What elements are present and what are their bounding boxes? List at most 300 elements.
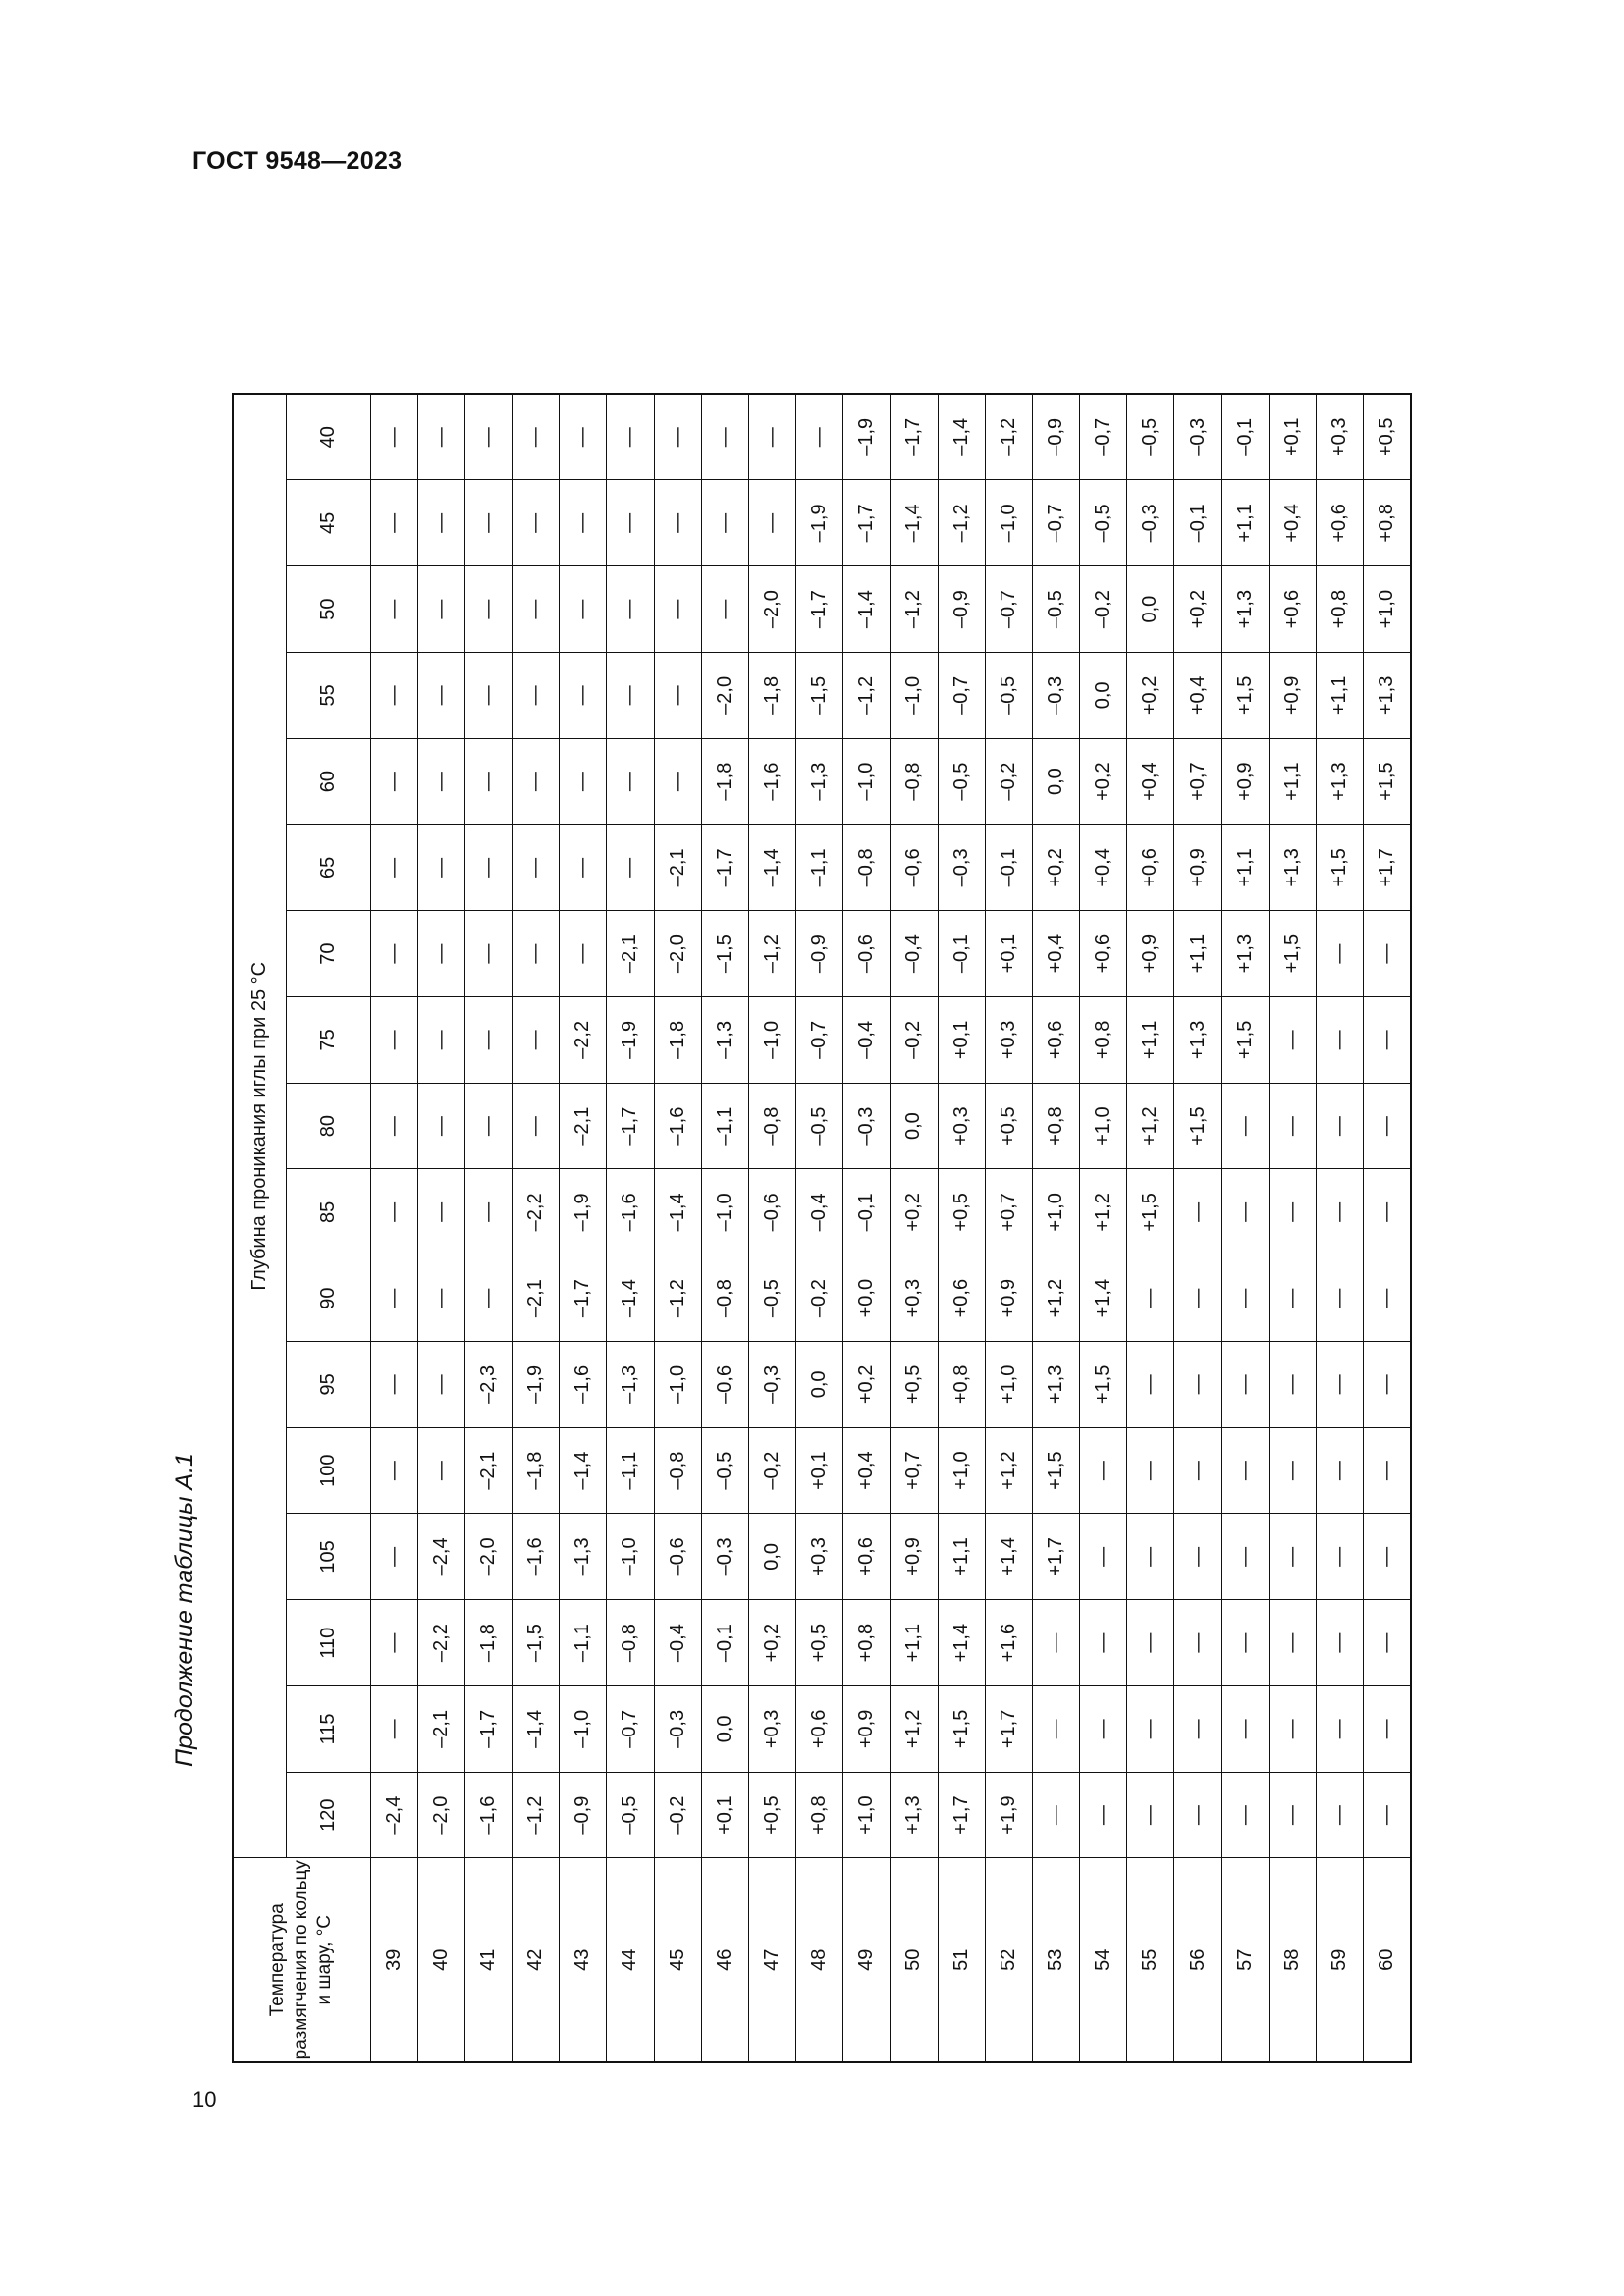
correction-value-cell: — [513, 997, 560, 1084]
correction-value-cell: — [513, 738, 560, 825]
correction-value-cell: –1,2 [748, 911, 795, 997]
correction-value-cell: — [1269, 1427, 1316, 1514]
temperature-cell: 40 [417, 1858, 464, 2062]
correction-value-cell: — [370, 1514, 417, 1600]
correction-value-cell: –1,2 [891, 566, 938, 653]
temperature-cell: 49 [843, 1858, 891, 2062]
correction-value-cell: +0,2 [843, 1342, 891, 1428]
correction-value-cell: — [607, 566, 654, 653]
correction-value-cell: –0,9 [796, 911, 843, 997]
correction-value-cell: –0,7 [985, 566, 1032, 653]
correction-value-cell: +1,4 [1080, 1255, 1127, 1342]
correction-value-cell: — [1127, 1686, 1174, 1773]
correction-value-cell: — [370, 653, 417, 739]
table-row [796, 394, 843, 2062]
correction-value-cell: –2,0 [464, 1514, 512, 1600]
correction-value-cell: — [1032, 1600, 1079, 1686]
correction-value-cell: +0,6 [1080, 911, 1127, 997]
correction-value-cell: — [1316, 1600, 1363, 1686]
correction-value-cell: +1,0 [938, 1427, 985, 1514]
correction-value-cell: — [370, 1169, 417, 1255]
correction-value-cell: –2,1 [654, 825, 701, 911]
correction-value-cell: — [1032, 1772, 1079, 1858]
correction-value-cell: +0,8 [843, 1600, 891, 1686]
correction-value-cell: — [370, 738, 417, 825]
correction-value-cell: –0,3 [1174, 394, 1221, 480]
correction-value-cell: — [417, 1427, 464, 1514]
correction-value-cell: –0,4 [796, 1169, 843, 1255]
table-row [748, 394, 795, 2062]
table-caption: Продолжение таблицы А.1 [171, 1453, 198, 1767]
correction-value-cell: +0,9 [1174, 825, 1221, 911]
correction-value-cell: –1,7 [560, 1255, 607, 1342]
correction-value-cell: — [464, 997, 512, 1084]
correction-value-cell: — [1174, 1772, 1221, 1858]
correction-value-cell: +0,8 [1316, 566, 1363, 653]
correction-value-cell: –0,3 [1032, 653, 1079, 739]
correction-value-cell: –0,7 [1080, 394, 1127, 480]
correction-value-cell: –2,1 [560, 1083, 607, 1169]
correction-value-cell: — [607, 738, 654, 825]
correction-value-cell: –0,5 [1127, 394, 1174, 480]
correction-value-cell: +0,3 [985, 997, 1032, 1084]
penetration-column-header: 90 [286, 1255, 370, 1342]
correction-value-cell: +0,2 [1032, 825, 1079, 911]
correction-value-cell: –1,6 [654, 1083, 701, 1169]
correction-value-cell: — [560, 653, 607, 739]
correction-value-cell: –1,0 [748, 997, 795, 1084]
table-body [370, 394, 1411, 2062]
table-row [513, 394, 560, 2062]
temperature-cell: 54 [1080, 1858, 1127, 2062]
correction-value-cell: — [1221, 1083, 1269, 1169]
correction-value-cell: +0,6 [938, 1255, 985, 1342]
correction-value-cell: +0,8 [1032, 1083, 1079, 1169]
correction-value-cell: +1,7 [985, 1686, 1032, 1773]
correction-value-cell: — [1221, 1427, 1269, 1514]
correction-value-cell: +1,7 [1364, 825, 1411, 911]
correction-value-cell: 0,0 [1032, 738, 1079, 825]
row-header-cell: Температура размягчения по кольцу и шару, °С [233, 1858, 370, 2062]
correction-value-cell: –2,2 [513, 1169, 560, 1255]
correction-value-cell: — [1221, 1255, 1269, 1342]
correction-value-cell: +1,3 [1364, 653, 1411, 739]
correction-value-cell: +0,3 [796, 1514, 843, 1600]
correction-value-cell: — [1080, 1514, 1127, 1600]
correction-value-cell: +1,3 [891, 1772, 938, 1858]
temperature-cell: 50 [891, 1858, 938, 2062]
correction-value-cell: +1,2 [1127, 1083, 1174, 1169]
correction-value-cell: –2,1 [513, 1255, 560, 1342]
correction-value-cell: +0,2 [748, 1600, 795, 1686]
temperature-cell: 44 [607, 1858, 654, 2062]
correction-value-cell: –0,1 [985, 825, 1032, 911]
correction-value-cell: — [1269, 1600, 1316, 1686]
temperature-cell: 53 [1032, 1858, 1079, 2062]
temperature-cell: 48 [796, 1858, 843, 2062]
correction-value-cell: +1,1 [1221, 825, 1269, 911]
correction-value-cell: — [748, 480, 795, 566]
correction-value-cell: –0,3 [1127, 480, 1174, 566]
correction-value-cell: — [1221, 1342, 1269, 1428]
table-row [370, 394, 417, 2062]
temperature-cell: 46 [701, 1858, 748, 2062]
correction-value-cell: — [370, 480, 417, 566]
correction-value-cell: +1,5 [1221, 653, 1269, 739]
correction-value-cell: +0,6 [1127, 825, 1174, 911]
correction-value-cell: — [1269, 1514, 1316, 1600]
correction-value-cell: — [1269, 997, 1316, 1084]
correction-value-cell: — [370, 1686, 417, 1773]
penetration-column-header: 100 [286, 1427, 370, 1514]
table-row [1174, 394, 1221, 2062]
temperature-cell: 47 [748, 1858, 795, 2062]
correction-value-cell: –1,9 [513, 1342, 560, 1428]
correction-value-cell: –0,3 [654, 1686, 701, 1773]
correction-value-cell: — [607, 394, 654, 480]
correction-value-cell: — [513, 653, 560, 739]
correction-value-cell: –1,7 [701, 825, 748, 911]
correction-value-cell: — [370, 394, 417, 480]
correction-value-cell: –1,6 [560, 1342, 607, 1428]
table-row [654, 394, 701, 2062]
correction-value-cell: –0,3 [938, 825, 985, 911]
correction-value-cell: — [513, 1083, 560, 1169]
correction-value-cell: –0,9 [1032, 394, 1079, 480]
correction-value-cell: +0,4 [1127, 738, 1174, 825]
correction-value-cell: –0,8 [891, 738, 938, 825]
correction-value-cell: –1,4 [748, 825, 795, 911]
table-row [1080, 394, 1127, 2062]
correction-value-cell: –1,8 [464, 1600, 512, 1686]
correction-value-cell: –0,5 [748, 1255, 795, 1342]
penetration-column-header: 120 [286, 1772, 370, 1858]
correction-value-cell: — [654, 480, 701, 566]
correction-value-cell: –1,5 [701, 911, 748, 997]
table-row [1032, 394, 1079, 2062]
correction-value-cell: — [513, 480, 560, 566]
correction-value-cell: +0,3 [938, 1083, 985, 1169]
table-row [417, 394, 464, 2062]
correction-value-cell: — [1127, 1514, 1174, 1600]
correction-value-cell: –1,3 [560, 1514, 607, 1600]
correction-value-cell: –1,4 [513, 1686, 560, 1773]
correction-value-cell: — [654, 394, 701, 480]
correction-value-cell: +1,3 [1316, 738, 1363, 825]
correction-value-cell: +0,6 [1316, 480, 1363, 566]
correction-value-cell: +1,1 [1221, 480, 1269, 566]
correction-value-cell: –1,7 [607, 1083, 654, 1169]
correction-value-cell: — [1316, 911, 1363, 997]
correction-value-cell: +1,9 [985, 1772, 1032, 1858]
correction-value-cell: +1,0 [843, 1772, 891, 1858]
correction-value-cell: +0,9 [891, 1514, 938, 1600]
correction-value-cell: –1,6 [607, 1169, 654, 1255]
correction-value-cell: –0,2 [654, 1772, 701, 1858]
penetration-column-header: 95 [286, 1342, 370, 1428]
correction-value-cell: — [417, 911, 464, 997]
correction-value-cell: –0,8 [654, 1427, 701, 1514]
correction-value-cell: — [796, 394, 843, 480]
correction-value-cell: — [370, 911, 417, 997]
correction-value-cell: +0,3 [748, 1686, 795, 1773]
correction-value-cell: –2,0 [748, 566, 795, 653]
correction-value-cell: –1,7 [796, 566, 843, 653]
correction-value-cell: 0,0 [796, 1342, 843, 1428]
correction-value-cell: –2,4 [417, 1514, 464, 1600]
correction-value-cell: +1,7 [938, 1772, 985, 1858]
correction-value-cell: –1,8 [748, 653, 795, 739]
temperature-cell: 51 [938, 1858, 985, 2062]
correction-value-cell: — [513, 911, 560, 997]
correction-value-cell: — [748, 394, 795, 480]
correction-value-cell: –1,0 [654, 1342, 701, 1428]
correction-value-cell: — [1364, 911, 1411, 997]
correction-value-cell: +0,5 [796, 1600, 843, 1686]
correction-value-cell: — [607, 653, 654, 739]
correction-value-cell: — [370, 1427, 417, 1514]
correction-value-cell: –0,3 [843, 1083, 891, 1169]
temperature-cell: 39 [370, 1858, 417, 2062]
correction-value-cell: — [654, 566, 701, 653]
table-row [560, 394, 607, 2062]
correction-value-cell: –1,5 [513, 1600, 560, 1686]
correction-value-cell: +0,6 [1269, 566, 1316, 653]
correction-value-cell: –0,3 [701, 1514, 748, 1600]
correction-value-cell: — [464, 566, 512, 653]
correction-value-cell: +0,3 [1316, 394, 1363, 480]
correction-value-cell: –1,1 [701, 1083, 748, 1169]
correction-value-cell: –0,1 [1221, 394, 1269, 480]
penetration-column-header: 75 [286, 997, 370, 1084]
correction-value-cell: –2,0 [701, 653, 748, 739]
correction-value-cell: –1,6 [513, 1514, 560, 1600]
correction-value-cell: +1,5 [1364, 738, 1411, 825]
correction-value-cell: — [464, 394, 512, 480]
penetration-column-header: 80 [286, 1083, 370, 1169]
correction-value-cell: +0,4 [1269, 480, 1316, 566]
correction-value-cell: +0,3 [891, 1255, 938, 1342]
correction-value-cell: +0,5 [1364, 394, 1411, 480]
correction-value-cell: +0,6 [1032, 997, 1079, 1084]
correction-value-cell: +0,9 [985, 1255, 1032, 1342]
correction-value-cell: –1,7 [891, 394, 938, 480]
correction-value-cell: — [1174, 1427, 1221, 1514]
correction-value-cell: –2,1 [417, 1686, 464, 1773]
correction-value-cell: — [560, 825, 607, 911]
correction-value-cell: +1,0 [1032, 1169, 1079, 1255]
correction-value-cell: +1,5 [1174, 1083, 1221, 1169]
correction-value-cell: –1,8 [654, 997, 701, 1084]
correction-value-cell: +1,5 [1080, 1342, 1127, 1428]
correction-value-cell: +1,0 [1080, 1083, 1127, 1169]
correction-value-cell: — [417, 566, 464, 653]
correction-value-cell: +1,5 [1316, 825, 1363, 911]
correction-value-cell: –1,8 [513, 1427, 560, 1514]
correction-value-cell: –0,6 [891, 825, 938, 911]
correction-value-cell: — [417, 738, 464, 825]
correction-value-cell: –0,7 [938, 653, 985, 739]
correction-value-cell: +1,5 [938, 1686, 985, 1773]
correction-value-cell: –0,8 [748, 1083, 795, 1169]
correction-value-cell: +0,8 [938, 1342, 985, 1428]
correction-value-cell: –0,6 [654, 1514, 701, 1600]
table-row [1364, 394, 1411, 2062]
correction-value-cell: –1,0 [560, 1686, 607, 1773]
correction-value-cell: +0,8 [1080, 997, 1127, 1084]
correction-value-cell: –1,1 [607, 1427, 654, 1514]
correction-value-cell: — [1364, 1600, 1411, 1686]
correction-value-cell: –0,4 [843, 997, 891, 1084]
table-row [1269, 394, 1316, 2062]
correction-value-cell: — [1364, 997, 1411, 1084]
correction-value-cell: +1,1 [1127, 997, 1174, 1084]
correction-value-cell: +1,3 [1221, 566, 1269, 653]
correction-value-cell: +0,5 [938, 1169, 985, 1255]
correction-value-cell: –1,2 [513, 1772, 560, 1858]
correction-value-cell: –1,3 [607, 1342, 654, 1428]
correction-value-cell: — [1364, 1169, 1411, 1255]
correction-value-cell: +1,1 [1316, 653, 1363, 739]
page-number: 10 [192, 2087, 217, 2111]
correction-value-cell: — [1316, 1772, 1363, 1858]
correction-value-cell: –1,2 [843, 653, 891, 739]
table-row [891, 394, 938, 2062]
correction-value-cell: +1,0 [1364, 566, 1411, 653]
correction-value-cell: –0,4 [654, 1600, 701, 1686]
correction-value-cell: — [1174, 1169, 1221, 1255]
correction-value-cell: — [1174, 1342, 1221, 1428]
correction-value-cell: — [1221, 1772, 1269, 1858]
correction-value-cell: –1,0 [607, 1514, 654, 1600]
correction-value-cell: +1,3 [1269, 825, 1316, 911]
correction-value-cell: +1,4 [938, 1600, 985, 1686]
correction-value-cell: –2,0 [417, 1772, 464, 1858]
correction-value-cell: — [1174, 1686, 1221, 1773]
correction-value-cell: –1,3 [701, 997, 748, 1084]
correction-value-cell: — [464, 653, 512, 739]
temperature-cell: 42 [513, 1858, 560, 2062]
penetration-correction-table [232, 393, 1412, 2063]
correction-value-cell: — [560, 480, 607, 566]
correction-value-cell: — [464, 825, 512, 911]
correction-value-cell: — [370, 1083, 417, 1169]
correction-value-cell: — [1316, 1427, 1363, 1514]
correction-value-cell: –0,3 [748, 1342, 795, 1428]
correction-value-cell: 0,0 [748, 1514, 795, 1600]
correction-value-cell: +0,8 [1364, 480, 1411, 566]
correction-value-cell: — [1269, 1686, 1316, 1773]
correction-value-cell: +0,4 [1032, 911, 1079, 997]
correction-value-cell: — [370, 566, 417, 653]
temperature-cell: 59 [1316, 1858, 1363, 2062]
correction-value-cell: +0,4 [1174, 653, 1221, 739]
correction-value-cell: — [417, 480, 464, 566]
correction-value-cell: –0,1 [843, 1169, 891, 1255]
correction-value-cell: –1,6 [748, 738, 795, 825]
correction-value-cell: –1,7 [843, 480, 891, 566]
correction-value-cell: –2,1 [607, 911, 654, 997]
correction-value-cell: — [607, 825, 654, 911]
correction-value-cell: — [513, 394, 560, 480]
temperature-cell: 56 [1174, 1858, 1221, 2062]
document-header: ГОСТ 9548—2023 [192, 147, 403, 175]
correction-value-cell: — [370, 825, 417, 911]
correction-value-cell: — [1174, 1514, 1221, 1600]
temperature-cell: 60 [1364, 1858, 1411, 2062]
correction-value-cell: –2,0 [654, 911, 701, 997]
correction-value-cell: +0,5 [985, 1083, 1032, 1169]
correction-value-cell: — [417, 1083, 464, 1169]
correction-value-cell: — [654, 738, 701, 825]
correction-value-cell: — [1127, 1600, 1174, 1686]
correction-value-cell: –0,2 [985, 738, 1032, 825]
correction-value-cell: –0,2 [748, 1427, 795, 1514]
table-row [843, 394, 891, 2062]
temperature-cell: 57 [1221, 1858, 1269, 2062]
correction-value-cell: –0,6 [701, 1342, 748, 1428]
penetration-table-wrapper [232, 395, 1410, 2063]
correction-value-cell: — [417, 997, 464, 1084]
correction-value-cell: — [464, 911, 512, 997]
correction-value-cell: +0,2 [1127, 653, 1174, 739]
correction-value-cell: +1,6 [985, 1600, 1032, 1686]
correction-value-cell: +1,5 [1221, 997, 1269, 1084]
correction-value-cell: +1,1 [1269, 738, 1316, 825]
correction-value-cell: –0,7 [607, 1686, 654, 1773]
penetration-column-header: 60 [286, 738, 370, 825]
correction-value-cell: — [370, 1342, 417, 1428]
correction-value-cell: –0,5 [985, 653, 1032, 739]
correction-value-cell: +1,1 [938, 1514, 985, 1600]
correction-value-cell: +1,2 [891, 1686, 938, 1773]
correction-value-cell: –1,0 [701, 1169, 748, 1255]
correction-value-cell: –0,7 [796, 997, 843, 1084]
correction-value-cell: — [1364, 1772, 1411, 1858]
correction-value-cell: — [1316, 997, 1363, 1084]
correction-value-cell: — [1080, 1427, 1127, 1514]
correction-value-cell: — [417, 394, 464, 480]
correction-value-cell: –0,8 [607, 1600, 654, 1686]
penetration-column-header: 55 [286, 653, 370, 739]
correction-value-cell: — [1364, 1342, 1411, 1428]
correction-value-cell: –1,2 [985, 394, 1032, 480]
correction-value-cell: +0,8 [796, 1772, 843, 1858]
correction-value-cell: — [1174, 1255, 1221, 1342]
correction-value-cell: — [370, 997, 417, 1084]
table-header-row [233, 394, 286, 2062]
correction-value-cell: +1,3 [1221, 911, 1269, 997]
correction-value-cell: –1,9 [796, 480, 843, 566]
correction-value-cell: –1,4 [560, 1427, 607, 1514]
correction-value-cell: — [1221, 1600, 1269, 1686]
correction-value-cell: –0,2 [1080, 566, 1127, 653]
correction-value-cell: +0,9 [843, 1686, 891, 1773]
correction-value-cell: — [560, 738, 607, 825]
penetration-column-header: 105 [286, 1514, 370, 1600]
correction-value-cell: — [1080, 1600, 1127, 1686]
correction-value-cell: –1,2 [938, 480, 985, 566]
correction-value-cell: –1,5 [796, 653, 843, 739]
correction-value-cell: –0,8 [701, 1255, 748, 1342]
correction-value-cell: — [560, 566, 607, 653]
correction-value-cell: — [417, 825, 464, 911]
table-row [701, 394, 748, 2062]
correction-value-cell: –1,3 [796, 738, 843, 825]
penetration-column-header: 40 [286, 394, 370, 480]
correction-value-cell: — [1316, 1169, 1363, 1255]
correction-value-cell: +1,7 [1032, 1514, 1079, 1600]
